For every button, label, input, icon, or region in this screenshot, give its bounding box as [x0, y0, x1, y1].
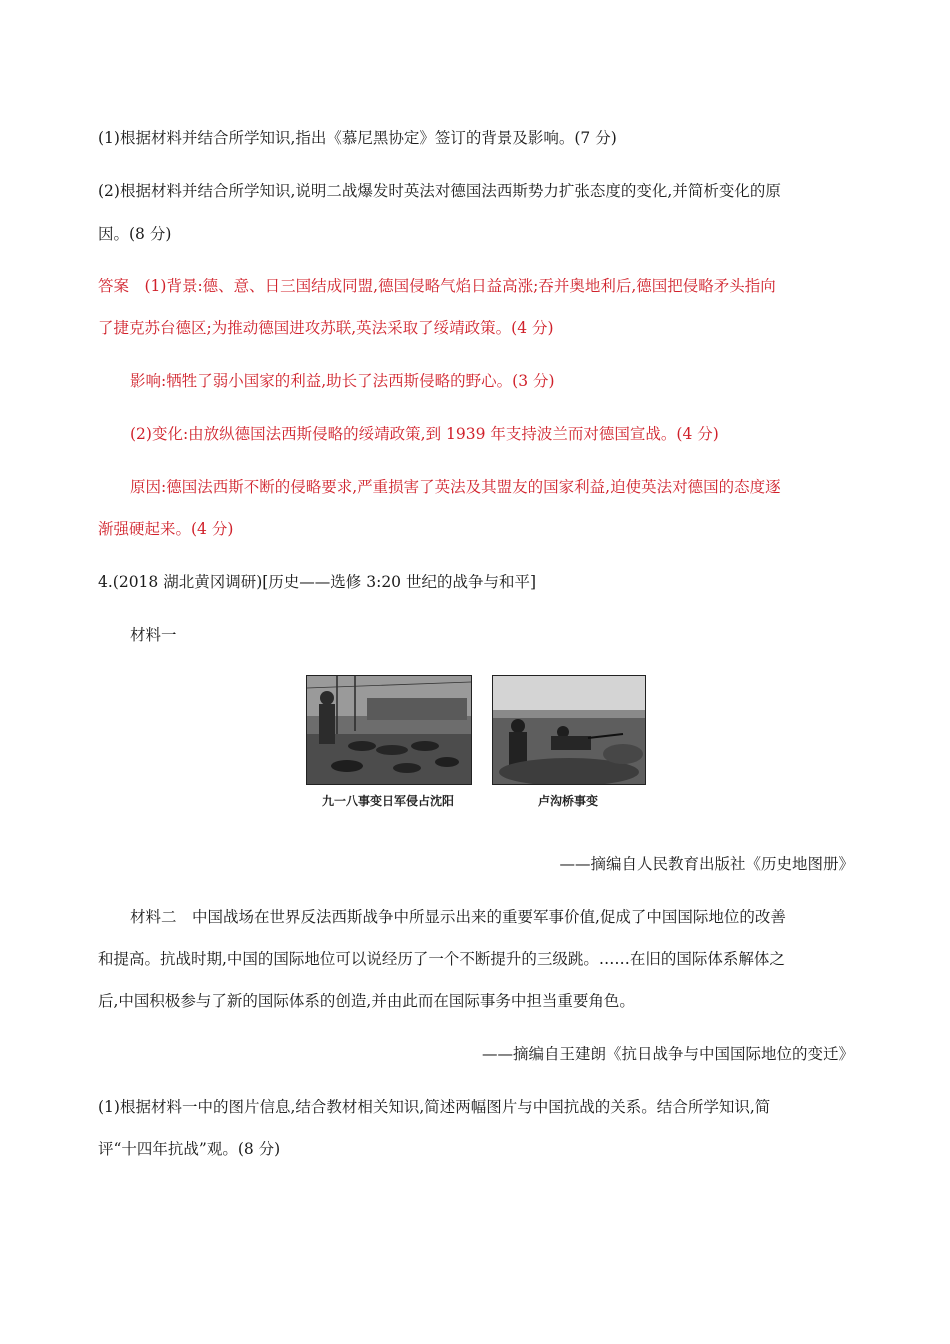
- q3-subquestion-1: (1)根据材料并结合所学知识,指出《慕尼黑协定》签订的背景及影响。(7 分): [98, 129, 617, 147]
- answer-line-2: 了捷克苏台德区;为推动德国进攻苏联,英法采取了绥靖政策。(4 分): [98, 319, 554, 337]
- q4-subquestion-1-line-1: (1)根据材料一中的图片信息,结合教材相关知识,简述两幅图片与中国抗战的关系。结合所学知识,简: [98, 1098, 771, 1116]
- material-2-line-1: 材料二 中国战场在世界反法西斯战争中所显示出来的重要军事价值,促成了中国国际地位的改善: [130, 908, 786, 926]
- photo-1-caption: 九一八事变日军侵占沈阳: [321, 794, 454, 808]
- photo-marco-polo-bridge-incident: [492, 675, 646, 785]
- source-1: ——摘编自人民教育出版社《历史地图册》: [559, 855, 854, 873]
- answer-line-3: 影响:牺牲了弱小国家的利益,助长了法西斯侵略的野心。(3 分): [130, 372, 555, 390]
- q4-subquestion-1-line-2: 评“十四年抗战”观。(8 分): [98, 1140, 281, 1158]
- source-2: ——摘编自王建朗《抗日战争与中国国际地位的变迁》: [481, 1045, 854, 1063]
- answer-line-6: 渐强硬起来。(4 分): [98, 520, 234, 538]
- q4-header: 4.(2018 湖北黄冈调研)[历史——选修 3:20 世纪的战争与和平]: [98, 573, 537, 591]
- answer-line-4: (2)变化:由放纵德国法西斯侵略的绥靖政策,到 1939 年支持波兰而对德国宣战。(4 分): [130, 425, 719, 443]
- material-1-label: 材料一: [130, 626, 177, 644]
- q3-subquestion-2-line-1: (2)根据材料并结合所学知识,说明二战爆发时英法对德国法西斯势力扩张态度的变化,并简析变化的原: [98, 182, 781, 200]
- material-2-line-3: 后,中国积极参与了新的国际体系的创造,并由此而在国际事务中担当重要角色。: [98, 992, 635, 1010]
- answer-line-5: 原因:德国法西斯不断的侵略要求,严重损害了英法及其盟友的国家利益,迫使英法对德国的态度逐: [130, 478, 781, 496]
- material-2-line-2: 和提高。抗战时期,中国的国际地位可以说经历了一个不断提升的三级跳。……在旧的国际体系解体之: [98, 950, 785, 968]
- answer-line-1: 答案 (1)背景:德、意、日三国结成同盟,德国侵略气焰日益高涨;吞并奥地利后,德国把侵略矛头指向: [98, 277, 776, 295]
- q3-subquestion-2-line-2: 因。(8 分): [98, 225, 172, 243]
- photo-mukden-incident: [306, 675, 472, 785]
- photo-2-caption: 卢沟桥事变: [537, 794, 598, 808]
